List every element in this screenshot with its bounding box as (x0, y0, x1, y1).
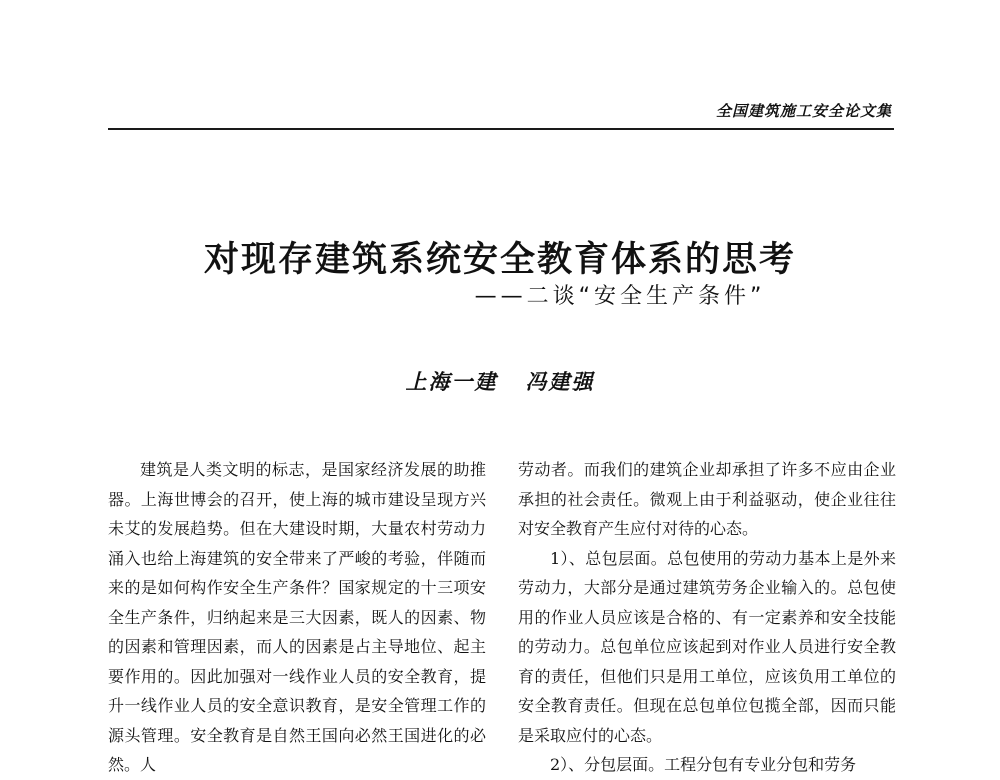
header-rule (108, 128, 894, 130)
left-column (108, 455, 486, 780)
body-paragraph: 1）、总包层面。总包使用的劳动力基本上是外来劳动力，大部分是通过建筑劳务企业输入的。总包使用的作业人员应该是合格的、有一定素养和安全技能的劳动力。总包单位应该起到对作业人员进行安全教育的责任，但他们只是用工单位，应该负用工单位的安全教育责任。但现在总包单位包揽全部，因而只能是采取应付的心态。 (518, 548, 896, 745)
body-paragraph: 2）、分包层面。工程分包有专业分包和劳务 (550, 755, 857, 774)
body-paragraph: 劳动者。而我们的建筑企业却承担了许多不应由企业承担的社会责任。微观上由于利益驱动，使企业往往对安全教育产生应付对待的心态。 (518, 460, 896, 538)
right-column (518, 455, 896, 780)
byline (0, 366, 1000, 396)
article-title: 对现存建筑系统安全教育体系的思考 (203, 239, 796, 280)
body-paragraph: 建筑是人类文明的标志，是国家经济发展的助推器。上海世博会的召开，使上海的城市建设呈现方兴未艾的发展趋势。但在大建设时期，大量农村劳动力涌入也给上海建筑的安全带来了严峻的考验，伴随而来的是如何构作安全生产条件？国家规定的十三项安全生产条件，归纳起来是三大因素，既人的因素、物的因素和管理因素，而人的因素是占主导地位、起主要作用的。因此加强对一线作业人员的安全教育，提升一线作业人员的安全意识教育，是安全管理工作的源头管理。安全教育是自然王国向必然王国进化的必然。人 (108, 460, 486, 774)
title-block (0, 238, 1000, 312)
author-name: 冯建强 (525, 369, 595, 394)
author-affiliation: 上海一建 (405, 369, 498, 394)
article-subtitle: ——二谈“安全生产条件” (474, 284, 766, 309)
running-header: 全国建筑施工安全论文集 (715, 102, 892, 120)
